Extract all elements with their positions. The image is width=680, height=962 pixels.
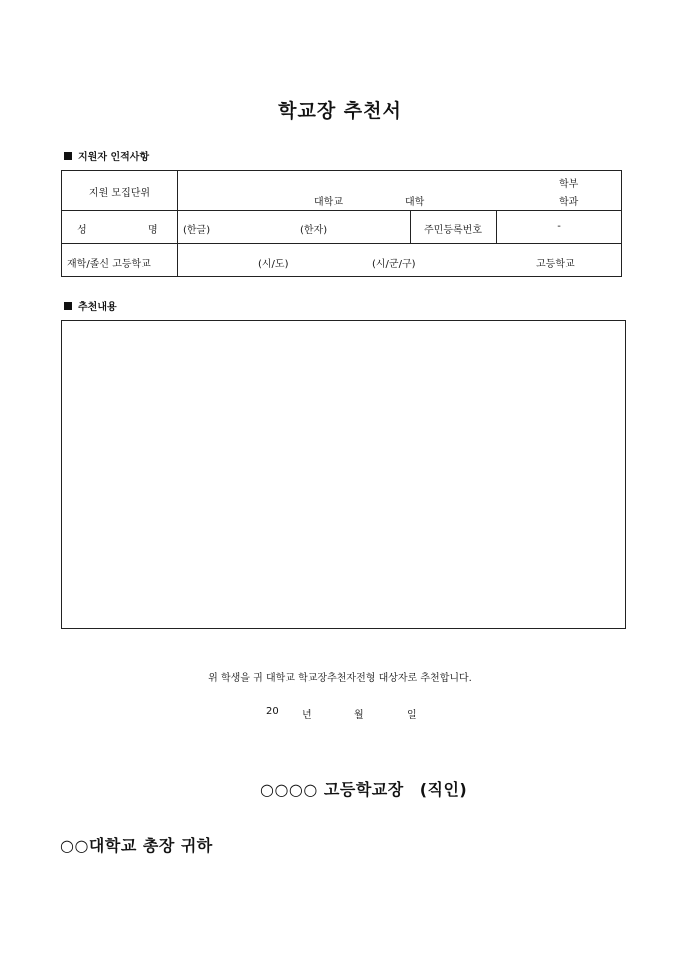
label-recruitment-unit: 지원 모집단위 bbox=[88, 188, 151, 199]
date-year-prefix[interactable]: 20 bbox=[266, 706, 279, 717]
section-heading-recommendation bbox=[64, 298, 117, 313]
label-resident-number: 주민등록번호 bbox=[424, 225, 482, 236]
square-bullet-icon bbox=[64, 152, 72, 160]
section-heading-applicant bbox=[64, 148, 149, 163]
label-high-school: 재학/졸신 고등학교 bbox=[67, 259, 151, 270]
table-column-divider bbox=[177, 171, 178, 276]
field-city[interactable]: (시/군/구) bbox=[372, 259, 416, 270]
signature-seal: (직인) bbox=[419, 780, 468, 799]
section-heading-recommendation-text: 추천내용 bbox=[78, 302, 117, 313]
table-row-divider bbox=[62, 243, 621, 244]
field-school-name[interactable]: 고등학교 bbox=[536, 259, 575, 270]
section-heading-applicant-text: 지원자 인적사항 bbox=[78, 152, 150, 163]
field-university[interactable]: 대학교 bbox=[314, 197, 343, 208]
field-resident-number[interactable]: - bbox=[557, 221, 561, 232]
document-title: 학교장 추천서 bbox=[278, 100, 402, 122]
signature-principal: ○○○○ 고등학교장 bbox=[260, 780, 404, 799]
date-month-label: 월 bbox=[354, 710, 364, 721]
applicant-info-table bbox=[61, 170, 622, 277]
field-college[interactable]: 대학 bbox=[405, 197, 425, 208]
field-province[interactable]: (시/도) bbox=[258, 259, 289, 270]
square-bullet-icon bbox=[64, 302, 72, 310]
field-name-hangul[interactable]: (한글) bbox=[183, 225, 211, 236]
recommendation-statement: 위 학생을 귀 대학교 학교장추천자전형 대상자로 추천합니다. bbox=[208, 673, 472, 684]
recommendation-content-box[interactable] bbox=[61, 320, 626, 629]
table-row-divider bbox=[62, 210, 621, 211]
date-day-label: 일 bbox=[407, 710, 417, 721]
signature-line bbox=[260, 777, 467, 800]
label-name-first-char: 성 bbox=[77, 225, 87, 236]
addressee: ○○대학교 총장 귀하 bbox=[60, 836, 213, 855]
field-division[interactable]: 학부 bbox=[559, 179, 579, 190]
date-year-label: 년 bbox=[302, 710, 312, 721]
label-name-second-char: 명 bbox=[148, 225, 158, 236]
field-name-hanja[interactable]: (한자) bbox=[300, 225, 328, 236]
field-department[interactable]: 학과 bbox=[559, 197, 579, 208]
